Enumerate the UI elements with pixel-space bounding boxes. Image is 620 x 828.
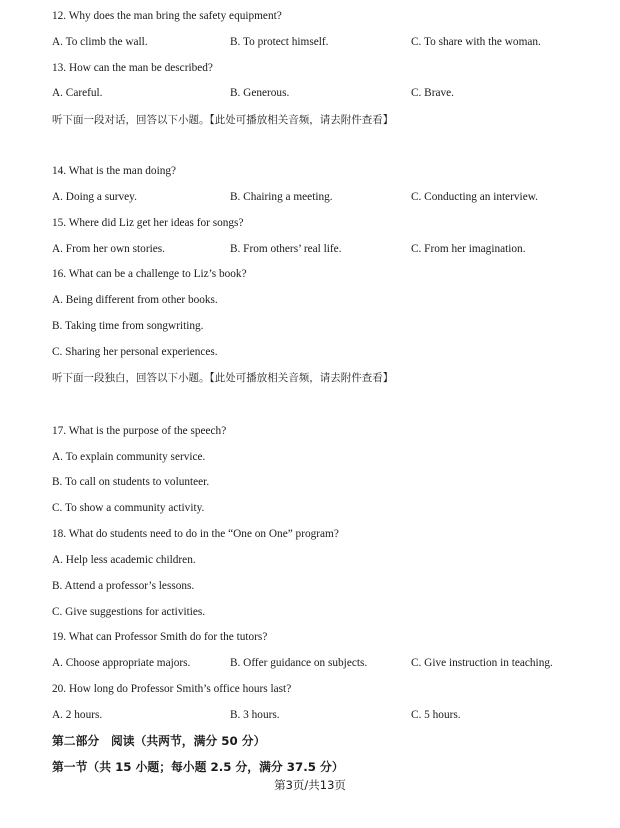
question-15: 15. Where did Liz get her ideas for songs? (52, 217, 244, 229)
instruction-dialogue: 听下面一段对话，回答以下小题。【此处可播放相关音频，请去附件查看】 (52, 114, 394, 126)
option-c: C. Conducting an interview. (411, 191, 538, 203)
option-c: C. From her imagination. (411, 243, 526, 255)
question-12: 12. Why does the man bring the safety equipment? (52, 10, 282, 22)
option-a: A. Help less academic children. (52, 554, 196, 566)
question-13: 13. How can the man be described? (52, 62, 213, 74)
question-19: 19. What can Professor Smith do for the tutors? (52, 631, 268, 643)
page-number: 第3页/共13页 (274, 778, 346, 792)
option-c: C. Sharing her personal experiences. (52, 346, 218, 358)
option-b: B. 3 hours. (230, 709, 280, 721)
option-a: A. Being different from other books. (52, 294, 218, 306)
option-b: B. Offer guidance on subjects. (230, 657, 368, 669)
option-b: B. To call on students to volunteer. (52, 476, 210, 488)
option-c: C. To share with the woman. (411, 36, 541, 48)
option-b: B. From others’ real life. (230, 243, 342, 255)
option-a: A. 2 hours. (52, 709, 103, 721)
question-14: 14. What is the man doing? (52, 165, 177, 177)
option-b: B. Chairing a meeting. (230, 191, 333, 203)
section-heading-part2: 第二部分 阅读（共两节，满分 50 分） (52, 734, 266, 748)
option-c: C. To show a community activity. (52, 502, 205, 514)
section-heading-section1: 第一节（共 15 小题；每小题 2.5 分，满分 37.5 分） (52, 760, 344, 774)
option-b: B. Taking time from songwriting. (52, 320, 204, 332)
question-17: 17. What is the purpose of the speech? (52, 425, 227, 437)
question-20: 20. How long do Professor Smith’s office hours last? (52, 683, 292, 695)
question-16: 16. What can be a challenge to Liz’s book? (52, 268, 247, 280)
option-c: C. Give instruction in teaching. (411, 657, 553, 669)
option-b: B. Attend a professor’s lessons. (52, 580, 195, 592)
instruction-monologue: 听下面一段独白，回答以下小题。【此处可播放相关音频，请去附件查看】 (52, 372, 394, 384)
option-c: C. 5 hours. (411, 709, 461, 721)
question-18: 18. What do students need to do in the “One on One” program? (52, 528, 339, 540)
option-c: C. Brave. (411, 87, 454, 99)
option-a: A. Doing a survey. (52, 191, 137, 203)
option-b: B. To protect himself. (230, 36, 329, 48)
option-b: B. Generous. (230, 87, 290, 99)
option-a: A. Choose appropriate majors. (52, 657, 191, 669)
option-a: A. To climb the wall. (52, 36, 148, 48)
option-a: A. Careful. (52, 87, 103, 99)
option-a: A. From her own stories. (52, 243, 165, 255)
option-a: A. To explain community service. (52, 451, 206, 463)
option-c: C. Give suggestions for activities. (52, 606, 206, 618)
